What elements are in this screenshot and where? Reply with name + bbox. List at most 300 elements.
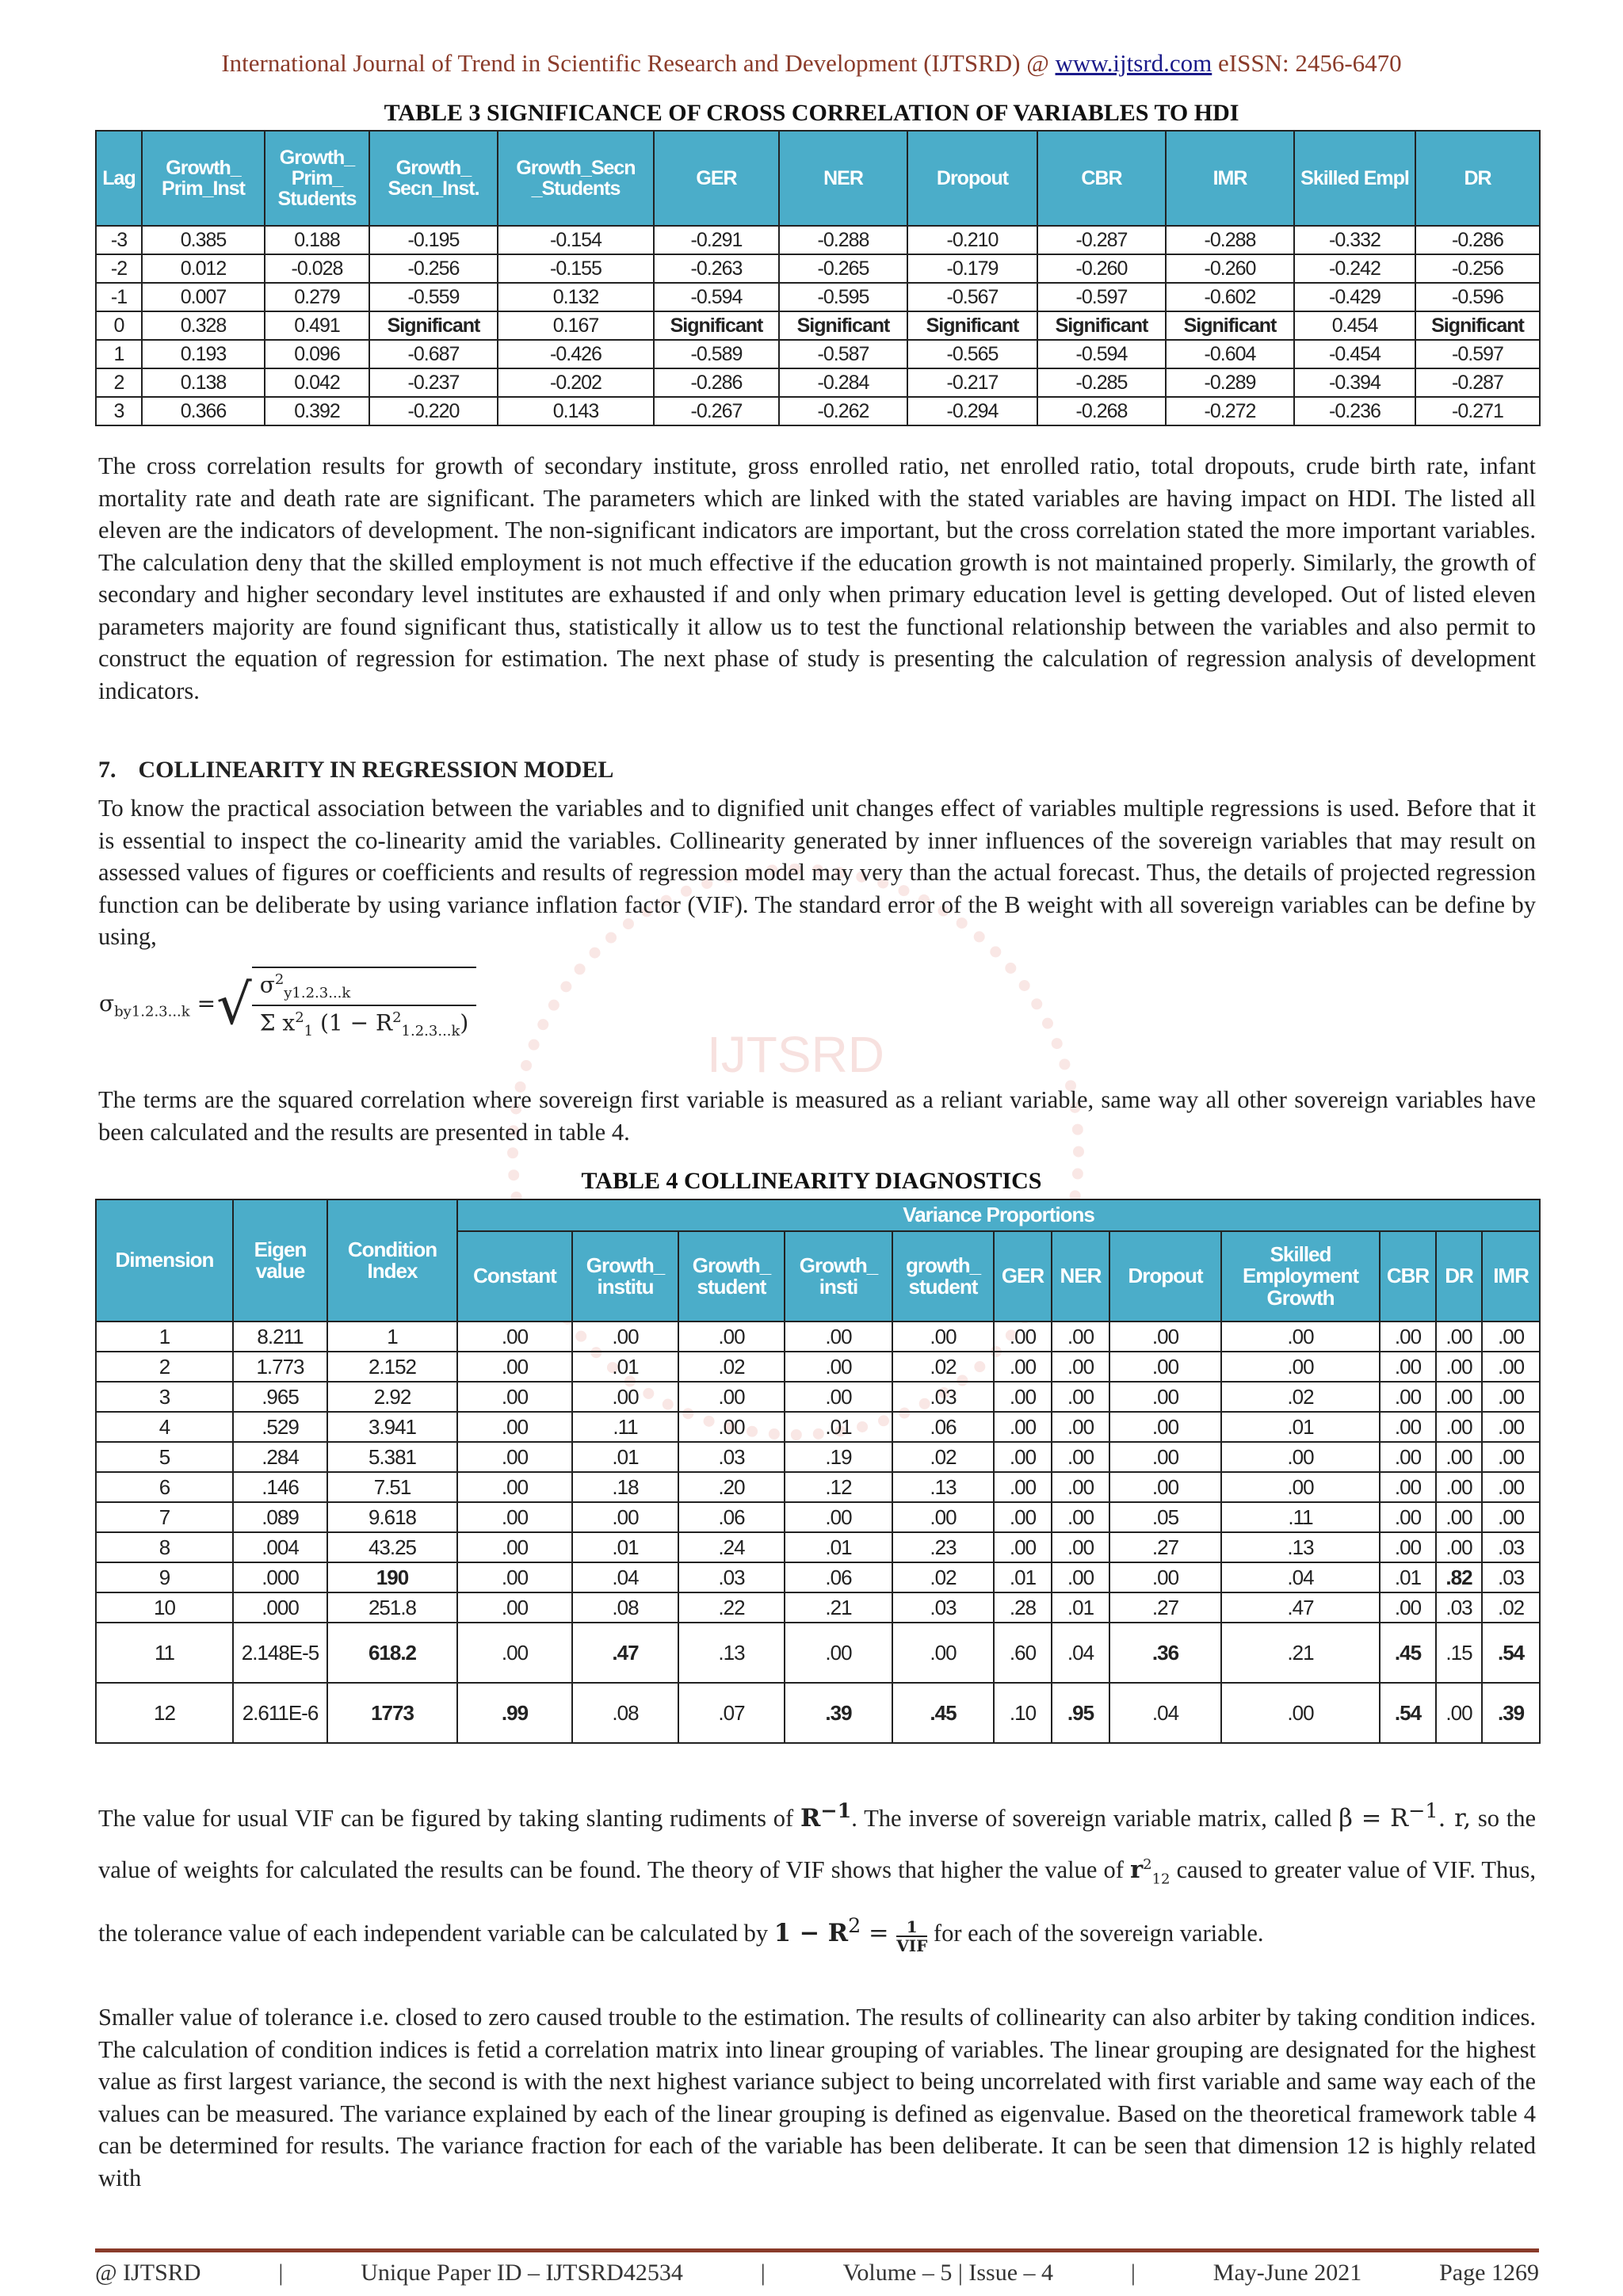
table-cell: 2: [96, 1352, 233, 1382]
table-cell: -0.268: [1037, 397, 1166, 425]
table-cell: .00: [1052, 1562, 1109, 1592]
table-cell: .03: [678, 1442, 785, 1472]
table-cell: .27: [1109, 1532, 1221, 1562]
table-cell: .00: [1482, 1502, 1540, 1532]
table-cell: -0.028: [265, 254, 369, 283]
table-cell: -0.594: [654, 283, 779, 311]
table-cell: -0.567: [907, 283, 1037, 311]
section-title: COLLINEARITY IN REGRESSION MODEL: [138, 757, 614, 783]
table-cell: 10: [96, 1592, 233, 1623]
table-row: [96, 1592, 1540, 1623]
table-cell: 618.2: [327, 1623, 457, 1683]
table-cell: .00: [678, 1322, 785, 1352]
table-cell: .01: [1380, 1562, 1436, 1592]
table-row: [96, 1412, 1540, 1442]
table-cell: -0.220: [369, 397, 498, 425]
table-cell: .06: [892, 1412, 994, 1442]
table-cell: .00: [572, 1322, 678, 1352]
table-cell: .00: [1482, 1322, 1540, 1352]
table-row: [96, 368, 1540, 397]
table-cell: -0.271: [1415, 397, 1540, 425]
table-cell: 0.366: [142, 397, 265, 425]
table-cell: 9.618: [327, 1502, 457, 1532]
table-cell: .00: [1221, 1472, 1380, 1502]
table-cell: 0.132: [498, 283, 654, 311]
table-cell: .95: [1052, 1683, 1109, 1743]
table-cell: .529: [233, 1412, 327, 1442]
table-cell: .39: [785, 1683, 892, 1743]
table-cell: .000: [233, 1592, 327, 1623]
table-cell: -0.263: [654, 254, 779, 283]
table-cell: .00: [1052, 1532, 1109, 1562]
header-row: [96, 131, 1540, 226]
table-cell: -0.565: [907, 340, 1037, 368]
table-cell: 0.042: [265, 368, 369, 397]
table-cell: -0.426: [498, 340, 654, 368]
table-cell: 190: [327, 1562, 457, 1592]
table-cell: .03: [1482, 1562, 1540, 1592]
table-cell: 1: [96, 340, 142, 368]
footer-volume: Volume – 5 | Issue – 4: [842, 2260, 1054, 2286]
column-header: Lag: [96, 131, 142, 226]
table-cell: -0.195: [369, 226, 498, 254]
table-row: [96, 311, 1540, 340]
table-cell: Significant: [1166, 311, 1294, 340]
table-cell: .01: [785, 1532, 892, 1562]
table-cell: .10: [994, 1683, 1052, 1743]
column-header: Skilled Empl: [1294, 131, 1415, 226]
table-row: [96, 1442, 1540, 1472]
table-cell: .23: [892, 1532, 994, 1562]
table-cell: .00: [1380, 1532, 1436, 1562]
table-cell: .00: [1436, 1352, 1482, 1382]
table-cell: .00: [785, 1352, 892, 1382]
journal-name: International Journal of Trend in Scientific Research and Development (IJTSRD) @: [221, 49, 1049, 77]
table-cell: 4: [96, 1412, 233, 1442]
table4-collinearity-diagnostics: [95, 1199, 1541, 1744]
table-cell: 12: [96, 1683, 233, 1743]
table-cell: .000: [233, 1562, 327, 1592]
table-cell: -0.236: [1294, 397, 1415, 425]
table-cell: .21: [785, 1592, 892, 1623]
table-cell: .00: [1221, 1352, 1380, 1382]
table-cell: 2.92: [327, 1382, 457, 1412]
column-header: Growth_ Secn_Inst.: [369, 131, 498, 226]
table-cell: .00: [785, 1322, 892, 1352]
table-cell: 3: [96, 1382, 233, 1412]
table-cell: 251.8: [327, 1592, 457, 1623]
column-header: CBR: [1037, 131, 1166, 226]
table-cell: -0.587: [779, 340, 907, 368]
table-cell: .28: [994, 1592, 1052, 1623]
table-cell: 0.193: [142, 340, 265, 368]
table-cell: .00: [1109, 1352, 1221, 1382]
table-cell: 9: [96, 1562, 233, 1592]
table-cell: .12: [785, 1472, 892, 1502]
table-cell: .22: [678, 1592, 785, 1623]
table-cell: .00: [1482, 1352, 1540, 1382]
table-cell: .11: [572, 1412, 678, 1442]
table-cell: -0.595: [779, 283, 907, 311]
table-cell: 0.392: [265, 397, 369, 425]
table-cell: -0.286: [654, 368, 779, 397]
table-cell: .11: [1221, 1502, 1380, 1532]
table-cell: .00: [994, 1472, 1052, 1502]
table-cell: .00: [1221, 1683, 1380, 1743]
column-header: GER: [994, 1231, 1052, 1322]
table-cell: -0.559: [369, 283, 498, 311]
table-cell: .04: [1109, 1683, 1221, 1743]
table-cell: 8: [96, 1532, 233, 1562]
table-cell: .00: [892, 1623, 994, 1683]
table-cell: Significant: [907, 311, 1037, 340]
table-cell: 5.381: [327, 1442, 457, 1472]
footer-page-number: Page 1269: [1439, 2260, 1539, 2286]
table-cell: .03: [1482, 1532, 1540, 1562]
table-cell: -0.260: [1037, 254, 1166, 283]
table-cell: 0.491: [265, 311, 369, 340]
table-cell: Significant: [779, 311, 907, 340]
table-cell: .21: [1221, 1623, 1380, 1683]
table-cell: .02: [892, 1562, 994, 1592]
table-cell: .18: [572, 1472, 678, 1502]
table-cell: -0.265: [779, 254, 907, 283]
table-cell: .284: [233, 1442, 327, 1472]
table-cell: .47: [1221, 1592, 1380, 1623]
table-cell: -0.267: [654, 397, 779, 425]
table-cell: .06: [678, 1502, 785, 1532]
table-cell: 0.454: [1294, 311, 1415, 340]
table-cell: .00: [1380, 1502, 1436, 1532]
table-row: [96, 254, 1540, 283]
table-cell: .01: [785, 1412, 892, 1442]
table-cell: .02: [892, 1442, 994, 1472]
table-cell: .00: [892, 1502, 994, 1532]
table-row: [96, 340, 1540, 368]
table-cell: 8.211: [233, 1322, 327, 1352]
table-cell: .02: [678, 1352, 785, 1382]
table-cell: 0.167: [498, 311, 654, 340]
column-header: Growth_ institu: [572, 1231, 678, 1322]
table-cell: .60: [994, 1623, 1052, 1683]
table-cell: .03: [1436, 1592, 1482, 1623]
table-cell: .07: [678, 1683, 785, 1743]
table-cell: .00: [1052, 1352, 1109, 1382]
table-cell: -0.217: [907, 368, 1037, 397]
table-cell: Significant: [1415, 311, 1540, 340]
table-cell: .00: [457, 1472, 572, 1502]
table-cell: -0.260: [1166, 254, 1294, 283]
table-cell: Significant: [369, 311, 498, 340]
table-cell: .00: [785, 1502, 892, 1532]
group-header: Variance Proportions: [457, 1199, 1540, 1231]
table-cell: .00: [1482, 1472, 1540, 1502]
column-header: Dropout: [907, 131, 1037, 226]
table-cell: .00: [678, 1412, 785, 1442]
table-cell: -0.237: [369, 368, 498, 397]
column-header: Growth_ Prim_ Students: [265, 131, 369, 226]
table-cell: .00: [1052, 1382, 1109, 1412]
table-cell: .00: [1052, 1472, 1109, 1502]
table-cell: .965: [233, 1382, 327, 1412]
table-cell: .04: [1221, 1562, 1380, 1592]
table-cell: .08: [572, 1592, 678, 1623]
table-cell: -0.687: [369, 340, 498, 368]
table-cell: -0.202: [498, 368, 654, 397]
table-cell: 0.007: [142, 283, 265, 311]
paragraph-squared-correlation: The terms are the squared correlation where sovereign first variable is measured as a reliant variable, same way all other sovereign variables have been calculated and the results are presented in table 4.: [98, 1086, 1536, 1146]
column-header: Dimension: [96, 1199, 233, 1322]
table-cell: .00: [572, 1502, 678, 1532]
table-cell: .00: [1109, 1442, 1221, 1472]
table-cell: -0.287: [1415, 368, 1540, 397]
table-cell: -0.429: [1294, 283, 1415, 311]
table-cell: .04: [1052, 1623, 1109, 1683]
table-cell: .00: [457, 1352, 572, 1382]
table-cell: .54: [1482, 1623, 1540, 1683]
table-cell: .24: [678, 1532, 785, 1562]
table-cell: .00: [1380, 1442, 1436, 1472]
table-cell: .45: [892, 1683, 994, 1743]
table-cell: -0.602: [1166, 283, 1294, 311]
table-cell: .02: [1221, 1382, 1380, 1412]
watermark-text: IJTSRD: [707, 1026, 884, 1083]
table-cell: .00: [1221, 1322, 1380, 1352]
table-cell: .01: [572, 1442, 678, 1472]
table-cell: .00: [678, 1382, 785, 1412]
journal-link[interactable]: www.ijtsrd.com: [1055, 49, 1212, 77]
table-cell: -0.454: [1294, 340, 1415, 368]
table-cell: -0.179: [907, 254, 1037, 283]
table-cell: 0.385: [142, 226, 265, 254]
table-cell: 1: [96, 1322, 233, 1352]
table-cell: -0.596: [1415, 283, 1540, 311]
table-cell: .00: [994, 1352, 1052, 1382]
table-cell: .54: [1380, 1683, 1436, 1743]
table-cell: .06: [785, 1562, 892, 1592]
table-cell: .00: [1052, 1502, 1109, 1532]
table-cell: -3: [96, 226, 142, 254]
running-header: [0, 49, 1623, 78]
table-cell: .00: [1436, 1442, 1482, 1472]
table-cell: .99: [457, 1683, 572, 1743]
table-cell: .00: [994, 1442, 1052, 1472]
column-header: Constant: [457, 1231, 572, 1322]
table-cell: .00: [1436, 1683, 1482, 1743]
table-cell: .03: [678, 1562, 785, 1592]
table-cell: .00: [1109, 1322, 1221, 1352]
table-cell: .01: [1221, 1412, 1380, 1442]
table-cell: .39: [1482, 1683, 1540, 1743]
table-cell: -0.597: [1037, 283, 1166, 311]
table-cell: .00: [1221, 1442, 1380, 1472]
paragraph-vif: The value for usual VIF can be figured by taking slanting rudiments of $R^{-1}$. The inverse of sovereign variable matrix, called $\beta = R^{-1}$. r, so the value of weights for calculated the results can be found. The theory of VIF shows that higher the value of $r^2_{12}$ caused to greater value of VIF. Thus, the tolerance value of each independent variable can be calculated by $1 - R^2$ = 1 VIF for each of the sovereign variable.: [98, 1798, 1537, 1955]
table-cell: 2.148E-5: [233, 1623, 327, 1683]
table-cell: .00: [1482, 1412, 1540, 1442]
table-cell: -0.154: [498, 226, 654, 254]
table-cell: 1: [327, 1322, 457, 1352]
table-cell: .00: [1482, 1382, 1540, 1412]
table-cell: -0.155: [498, 254, 654, 283]
table-cell: -0.272: [1166, 397, 1294, 425]
header-row: [96, 1199, 1540, 1231]
table-cell: .00: [1436, 1532, 1482, 1562]
column-header: growth_ student: [892, 1231, 994, 1322]
table-cell: .36: [1109, 1623, 1221, 1683]
table-row: [96, 283, 1540, 311]
formula-numerator: $\sigma^2_{y1.2.3...k}$: [252, 967, 477, 1005]
table-cell: .00: [457, 1502, 572, 1532]
table-cell: .03: [892, 1592, 994, 1623]
column-header: Skilled Employment Growth: [1221, 1231, 1380, 1322]
column-header: CBR: [1380, 1231, 1436, 1322]
table-cell: .00: [1436, 1472, 1482, 1502]
table-cell: -0.286: [1415, 226, 1540, 254]
table-cell: .08: [572, 1683, 678, 1743]
column-header: GER: [654, 131, 779, 226]
table-cell: .00: [1380, 1352, 1436, 1382]
table3-cross-correlation: [95, 130, 1541, 426]
table-cell: -2: [96, 254, 142, 283]
table-cell: .20: [678, 1472, 785, 1502]
table-cell: -0.242: [1294, 254, 1415, 283]
table-cell: -0.285: [1037, 368, 1166, 397]
table-cell: .04: [572, 1562, 678, 1592]
table-cell: .27: [1109, 1592, 1221, 1623]
table-row: [96, 1683, 1540, 1743]
table-cell: .00: [892, 1322, 994, 1352]
table-cell: .00: [1109, 1472, 1221, 1502]
column-header: Growth_ student: [678, 1231, 785, 1322]
formula-denominator: Σ $x^2_1$ $(1 - R^2_{1.2.3...k})$: [259, 1009, 469, 1039]
footer-copyright: @ IJTSRD: [95, 2260, 201, 2286]
table-row: [96, 1382, 1540, 1412]
table-cell: .00: [1436, 1502, 1482, 1532]
table-cell: 11: [96, 1623, 233, 1683]
table-cell: 2.152: [327, 1352, 457, 1382]
table-cell: .47: [572, 1623, 678, 1683]
formula-sigma: σ: [99, 990, 115, 1016]
column-header: Growth_ Prim_Inst: [142, 131, 265, 226]
table-cell: .146: [233, 1472, 327, 1502]
table-cell: 2: [96, 368, 142, 397]
table-cell: Significant: [654, 311, 779, 340]
table-cell: 0.138: [142, 368, 265, 397]
table-cell: .82: [1436, 1562, 1482, 1592]
table-cell: 1.773: [233, 1352, 327, 1382]
table-cell: .00: [1109, 1562, 1221, 1592]
column-header: NER: [779, 131, 907, 226]
table-cell: -1: [96, 283, 142, 311]
table-cell: .00: [785, 1382, 892, 1412]
table-cell: .01: [572, 1532, 678, 1562]
table-cell: .004: [233, 1532, 327, 1562]
table-row: [96, 1562, 1540, 1592]
table-cell: 1773: [327, 1683, 457, 1743]
table-cell: -0.597: [1415, 340, 1540, 368]
table-cell: .15: [1436, 1623, 1482, 1683]
column-header: Condition Index: [327, 1199, 457, 1322]
table-cell: 6: [96, 1472, 233, 1502]
table-cell: 0.328: [142, 311, 265, 340]
table-cell: .00: [1380, 1322, 1436, 1352]
column-header: Growth_Secn _Students: [498, 131, 654, 226]
section-heading: [98, 757, 636, 784]
table-cell: -0.594: [1037, 340, 1166, 368]
table-cell: .00: [457, 1623, 572, 1683]
table-cell: 7: [96, 1502, 233, 1532]
table-cell: .00: [572, 1382, 678, 1412]
table-cell: .089: [233, 1502, 327, 1532]
table-cell: 0: [96, 311, 142, 340]
table-cell: -0.256: [369, 254, 498, 283]
column-header: Growth_ insti: [785, 1231, 892, 1322]
table-cell: 3: [96, 397, 142, 425]
table-cell: .00: [994, 1382, 1052, 1412]
table-row: [96, 1502, 1540, 1532]
table-cell: .00: [457, 1592, 572, 1623]
column-header: Eigen value: [233, 1199, 327, 1322]
table-cell: .00: [457, 1412, 572, 1442]
table-cell: -0.589: [654, 340, 779, 368]
table-row: [96, 1472, 1540, 1502]
table-cell: 0.188: [265, 226, 369, 254]
table-cell: .00: [994, 1322, 1052, 1352]
table-cell: 2.611E-6: [233, 1683, 327, 1743]
table-cell: .00: [1052, 1322, 1109, 1352]
table-row: [96, 1322, 1540, 1352]
table-cell: .01: [572, 1352, 678, 1382]
table-cell: -0.288: [1166, 226, 1294, 254]
table-cell: 43.25: [327, 1532, 457, 1562]
table-cell: .02: [892, 1352, 994, 1382]
page-footer: @ IJTSRD | Unique Paper ID – IJTSRD42534 | Volume – 5 | Issue – 4 | May-June 2021 Page 1269: [95, 2260, 1539, 2286]
paragraph-cross-correlation: The cross correlation results for growth of secondary institute, gross enrolled ratio, net enrolled ratio, total dropouts, crude birth rate, infant mortality rate and death rate are significant. The parameters which are linked with the stated variables are having impact on HDI. The listed all eleven are the indicators of development. The non-significant indicators are important, but the cross correlation stated the more important variables. The calculation deny that the skilled employment is not much effective if the education growth is not maintained properly. Similarly, the growth of secondary and higher secondary level institutes are exhausted if and only when primary education level is getting developed. Out of listed eleven parameters majority are found significant thus, statistically it allow us to test the functional relationship between the variables and also permit to construct the equation of regression for estimation. The next phase of study is presenting the calculation of regression analysis of development indicators.: [98, 452, 1536, 704]
table-cell: .45: [1380, 1623, 1436, 1683]
table-cell: .19: [785, 1442, 892, 1472]
table-cell: .00: [457, 1532, 572, 1562]
paragraph-collinearity-intro: To know the practical association between the variables and to dignified unit changes effect of variables multiple regressions is used. Before that it is essential to inspect the co-linearity amid the variables. Collinearity generated by inner influences of the sovereign variables that may result on assessed values of figures or coefficients and results of regression model may very than the actual forecast. Thus, the details of projected regression function can be deliberate by using variance inflation factor (VIF). The standard error of the B weight with all sovereign variables can be define by using,: [98, 795, 1536, 950]
table-cell: .00: [1380, 1382, 1436, 1412]
table-row: [96, 1532, 1540, 1562]
table-cell: -0.289: [1166, 368, 1294, 397]
column-header: IMR: [1166, 131, 1294, 226]
issn: eISSN: 2456-6470: [1218, 49, 1402, 77]
table-cell: .00: [1436, 1382, 1482, 1412]
table-cell: 0.012: [142, 254, 265, 283]
standard-error-formula: $\sigma_{by1.2.3...k}$ = √ $\sigma^2_{y1.2.3...k}$ Σ $x^2_1$ $(1 - R^2_{1.2.3...k})$: [98, 967, 476, 1043]
table-cell: .00: [457, 1322, 572, 1352]
footer-date: May-June 2021: [1212, 2260, 1362, 2286]
table-cell: .13: [1221, 1532, 1380, 1562]
column-header: IMR: [1482, 1231, 1540, 1322]
table-cell: -0.287: [1037, 226, 1166, 254]
table-row: [96, 1623, 1540, 1683]
paragraph-condition-indices: Smaller value of tolerance i.e. closed to zero caused trouble to the estimation. The results of collinearity can also arbiter by taking condition indices. The calculation of condition indices is fetid a correlation matrix into linear grouping of variables. The linear grouping are designated for the highest value as first largest variance, the second is with the next highest variance subject to being uncorrelated with first variable and same way each of the values can be measured. The variance explained by each of the linear grouping is defined as eigenvalue. Based on the theoretical framework table 4 can be determined for results. The variance fraction for each of the variable has been deliberate. It can be seen that dimension 12 is highly related with: [98, 2004, 1536, 2191]
table-cell: .00: [457, 1442, 572, 1472]
column-header: Dropout: [1109, 1231, 1221, 1322]
table-cell: 7.51: [327, 1472, 457, 1502]
table-cell: .03: [892, 1382, 994, 1412]
table-cell: .00: [994, 1532, 1052, 1562]
formula-subscript: by1.2.3...k: [114, 1003, 190, 1020]
table-row: [96, 397, 1540, 425]
footer-divider: [95, 2248, 1539, 2252]
table-cell: -0.604: [1166, 340, 1294, 368]
table-cell: .02: [1482, 1592, 1540, 1623]
table-cell: -0.262: [779, 397, 907, 425]
table-cell: 5: [96, 1442, 233, 1472]
